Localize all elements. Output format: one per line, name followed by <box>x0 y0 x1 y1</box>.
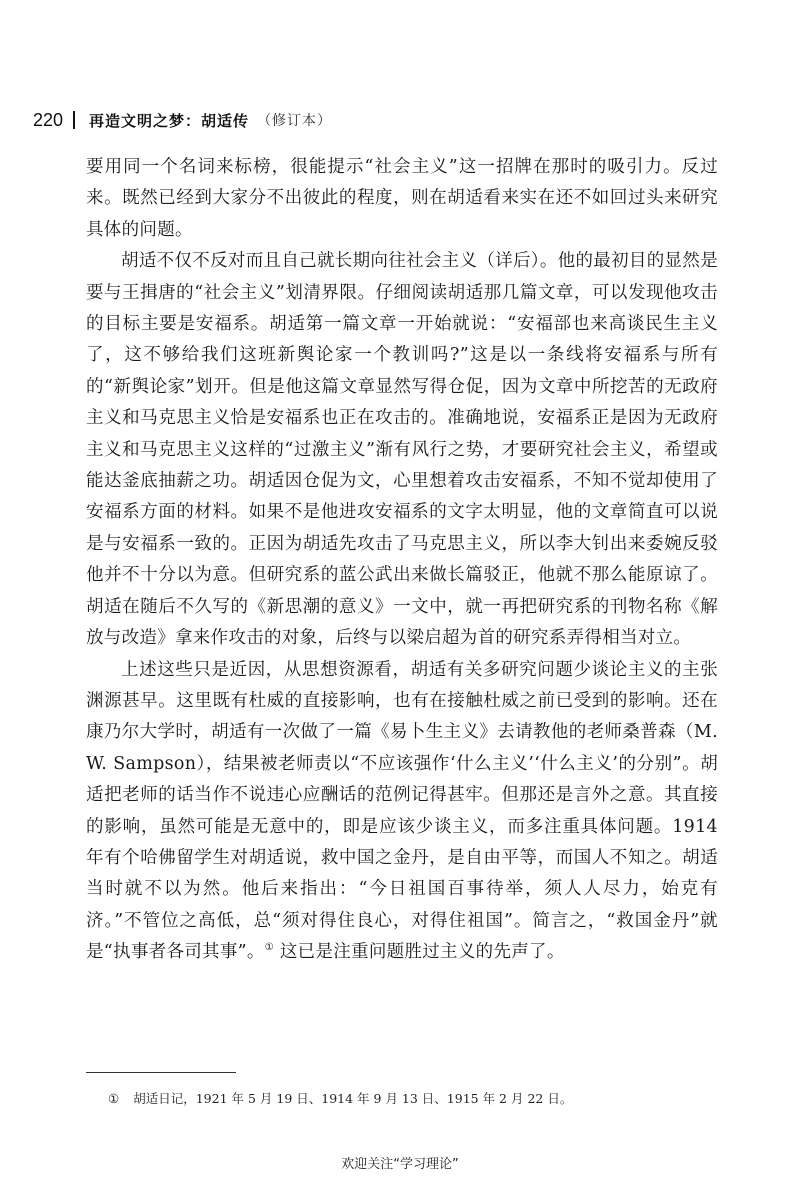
footnote-divider <box>86 1072 236 1073</box>
page-number: 220 <box>33 109 64 130</box>
body-text <box>86 152 718 969</box>
book-subtitle: （修订本） <box>257 113 333 129</box>
footnote-reference[interactable]: ① <box>264 942 274 954</box>
paragraph-3-tail: 这已是注重问题胜过主义的先声了。 <box>279 942 565 963</box>
footnote-mark: ① <box>108 1091 120 1106</box>
paragraph-2: 胡适不仅不反对而且自己就长期向往社会主义（详后）。他的最初目的显然是要与王揖唐的“社会主义”划清界限。仔细阅读胡适那几篇文章，可以发现他攻击的目标主要是安福系。胡适第一篇文章一开始就说：“安福部也来高谈民生主义了，这不够给我们这班新舆论家一个教训吗?”这是以一条线将安福系与所有的“新舆论家”划开。但是他这篇文章显然写得仓促，因为文章中所挖苦的无政府主义和马克思主义恰是安福系也正在攻击的。准确地说，安福系正是因为无政府主义和马克思主义这样的“过激主义”渐有风行之势，才要研究社会主义，希望或能达釜底抽薪之功。胡适因仓促为文，心里想着攻击安福系，不知不觉却使用了安福系方面的材料。如果不是他进攻安福系的文字太明显，他的文章简直可以说是与安福系一致的。正因为胡适先攻击了马克思主义，所以李大钊出来委婉反驳他并不十分以为意。但研究系的蓝公武出来做长篇驳正，他就不那么能原谅了。胡适在随后不久写的《新思潮的意义》一文中，就一再把研究系的刊物名称《解放与改造》拿来作攻击的对象，后终与以梁启超为首的研究系弄得相当对立。 <box>86 251 718 649</box>
watermark-text: 欢迎关注“学习理论” <box>341 1157 459 1172</box>
paragraph-3-text: 上述这些只是近因，从思想资源看，胡适有关多研究问题少谈论主义的主张渊源甚早。这里既有杜威的直接影响，也有在接触杜威之前已受到的影响。还在康乃尔大学时，胡适有一次做了一篇《易卜生主义》去请教他的老师桑普森（M. W. Sampson），结果被老师责以“不应该强作‘什么主义’‘什么主义’的分别”。胡适把老师的话当作不说违心应酬话的范例记得甚牢。但那还是言外之意。其直接的影响，虽然可能是无意中的，即是应该少谈主义，而多注重具体问题。1914 年有个哈佛留学生对胡适说，救中国之金丹，是自由平等，而国人不知之。胡适当时就不以为然。他后来指出：“今日祖国百事待举，须人人尽力，始克有济。”不管位之高低，总“须对得住良心，对得住祖国”。简言之，“救国金丹”就是“执事者各司其事”。 <box>86 659 718 963</box>
header-divider <box>73 111 75 129</box>
paragraph-1: 要用同一个名词来标榜，很能提示“社会主义”这一招牌在那时的吸引力。反过来。既然已经到大家分不出彼此的程度，则在胡适看来实在还不如回过头来研究具体的问题。 <box>86 157 718 240</box>
book-title: 再造文明之梦：胡适传 <box>89 111 250 130</box>
paragraph-3 <box>86 655 718 969</box>
footnote <box>108 1090 718 1108</box>
running-header <box>33 108 332 132</box>
footnote-text: 胡适日记，1921 年 5 月 19 日、1914 年 9 月 13 日、1915 年 2 月 22 日。 <box>133 1091 573 1106</box>
